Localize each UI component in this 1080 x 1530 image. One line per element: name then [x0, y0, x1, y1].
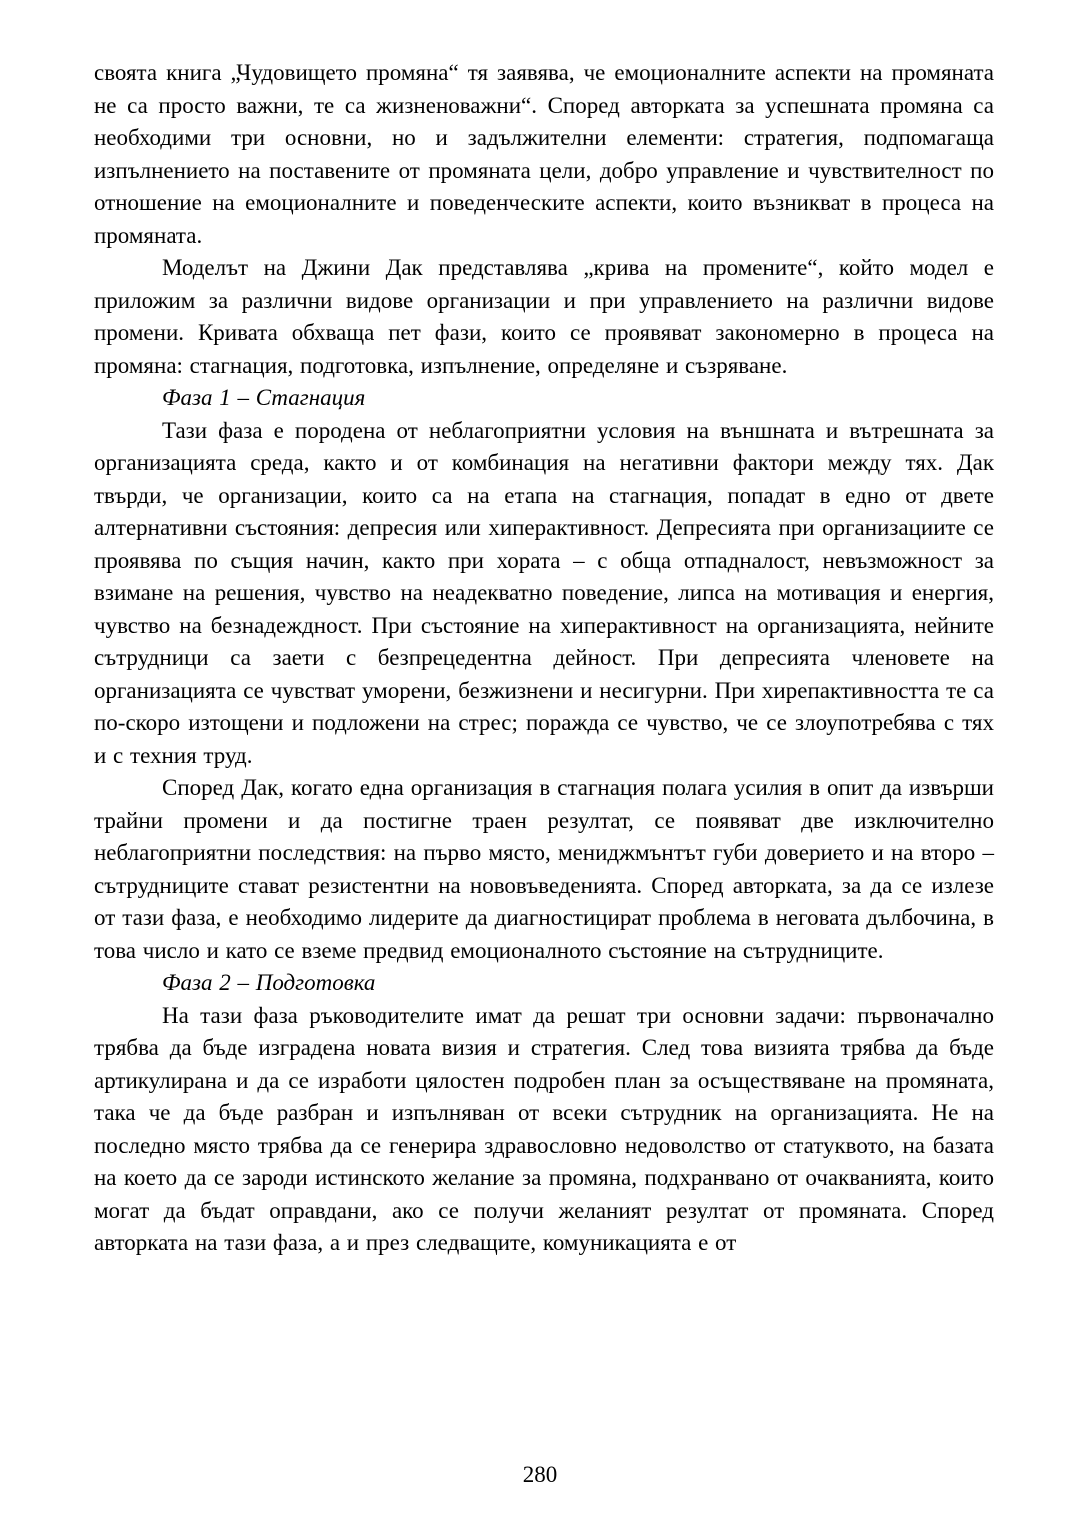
body-paragraph: На тази фаза ръководителите имат да решат три основни задачи: първоначално трябва да бъде изградена новата визия и стратегия. След това визията трябва да бъде артикулирана и да се изработи цялостен подробен план за осъществяване на промяната, така че да бъде разбран и изпълняван от всеки сътрудник на организацията. Не на последно място трябва да се генерира здравословно недоволство от статуквото, на базата на което да се зароди истинското желание за промяна, подхранвано от очакванията, които могат да бъдат оправдани, ако се получи желаният резултат от промяната. Според авторката на тази фаза, а и през следващите, комуникацията е от: [94, 1002, 994, 1255]
page-number: 280: [522, 1462, 558, 1487]
phase-heading: Фаза 2 – Подготовка: [162, 970, 376, 995]
text-body: [94, 57, 994, 1260]
body-paragraph: Според Дак, когато една организация в стагнация полага усилия в опит да извърши трайни промени и да постигне траен резултат, се появяват две изключително неблагоприятни последствия: на първо място, мениджмънтът губи доверието и на второ – сътрудниците стават резистентни на нововъведенията. Според авторката, за да се излезе от тази фаза, е необходимо лидерите да диагностицират проблема в неговата дълбочина, в това число и като се вземе предвид емоционалното състояние на сътрудниците.: [94, 775, 994, 963]
body-paragraph: Моделът на Джини Дак представлява „крива на промените“, който модел е приложим за различни видове организации и при управлението на различни видове промени. Кривата обхваща пет фази, които се проявяват закономерно в процеса на промяна: стагнация, подготовка, изпълнение, определяне и съзряване.: [94, 255, 994, 378]
body-paragraph: Тази фаза е породена от неблагоприятни условия на външната и вътрешната за организацията среда, както и от комбинация на негативни фактори между тях. Дак твърди, че организации, които са на етапа на стагнация, попадат в едно от двете алтернативни състояния: депресия или хиперактивност. Депресията при организациите се проявява по същия начин, както при хората – с обща отпадналост, невъзможност за взимане на решения, чувство на неадекватно поведение, липса на мотивация и енергия, чувство на безнадеждност. При състояние на хиперактивност на организацията, нейните сътрудници са заети с безпрецедентна дейност. При депресията членовете на организацията се чувстват уморени, безжизнени и несигурни. При хирепактивността те са по-скоро изтощени и подложени на стрес; поражда се чувство, че се злоупотребява с тях и с техния труд.: [94, 417, 994, 768]
body-paragraph: своята книга „Чудовището промяна“ тя заявява, че емоционалните аспекти на промяната не са просто важни, те са жизненоважни“. Според авторката за успешната промяна са необходими три основни, но и задължителни елементи: стратегия, подпомагаща изпълнението на поставените от промяната цели, добро управление и чувствителност по отношение на емоционалните и поведенческите аспекти, които възникват в процеса на промяната.: [94, 60, 994, 248]
phase-heading: Фаза 1 – Стагнация: [162, 385, 366, 410]
